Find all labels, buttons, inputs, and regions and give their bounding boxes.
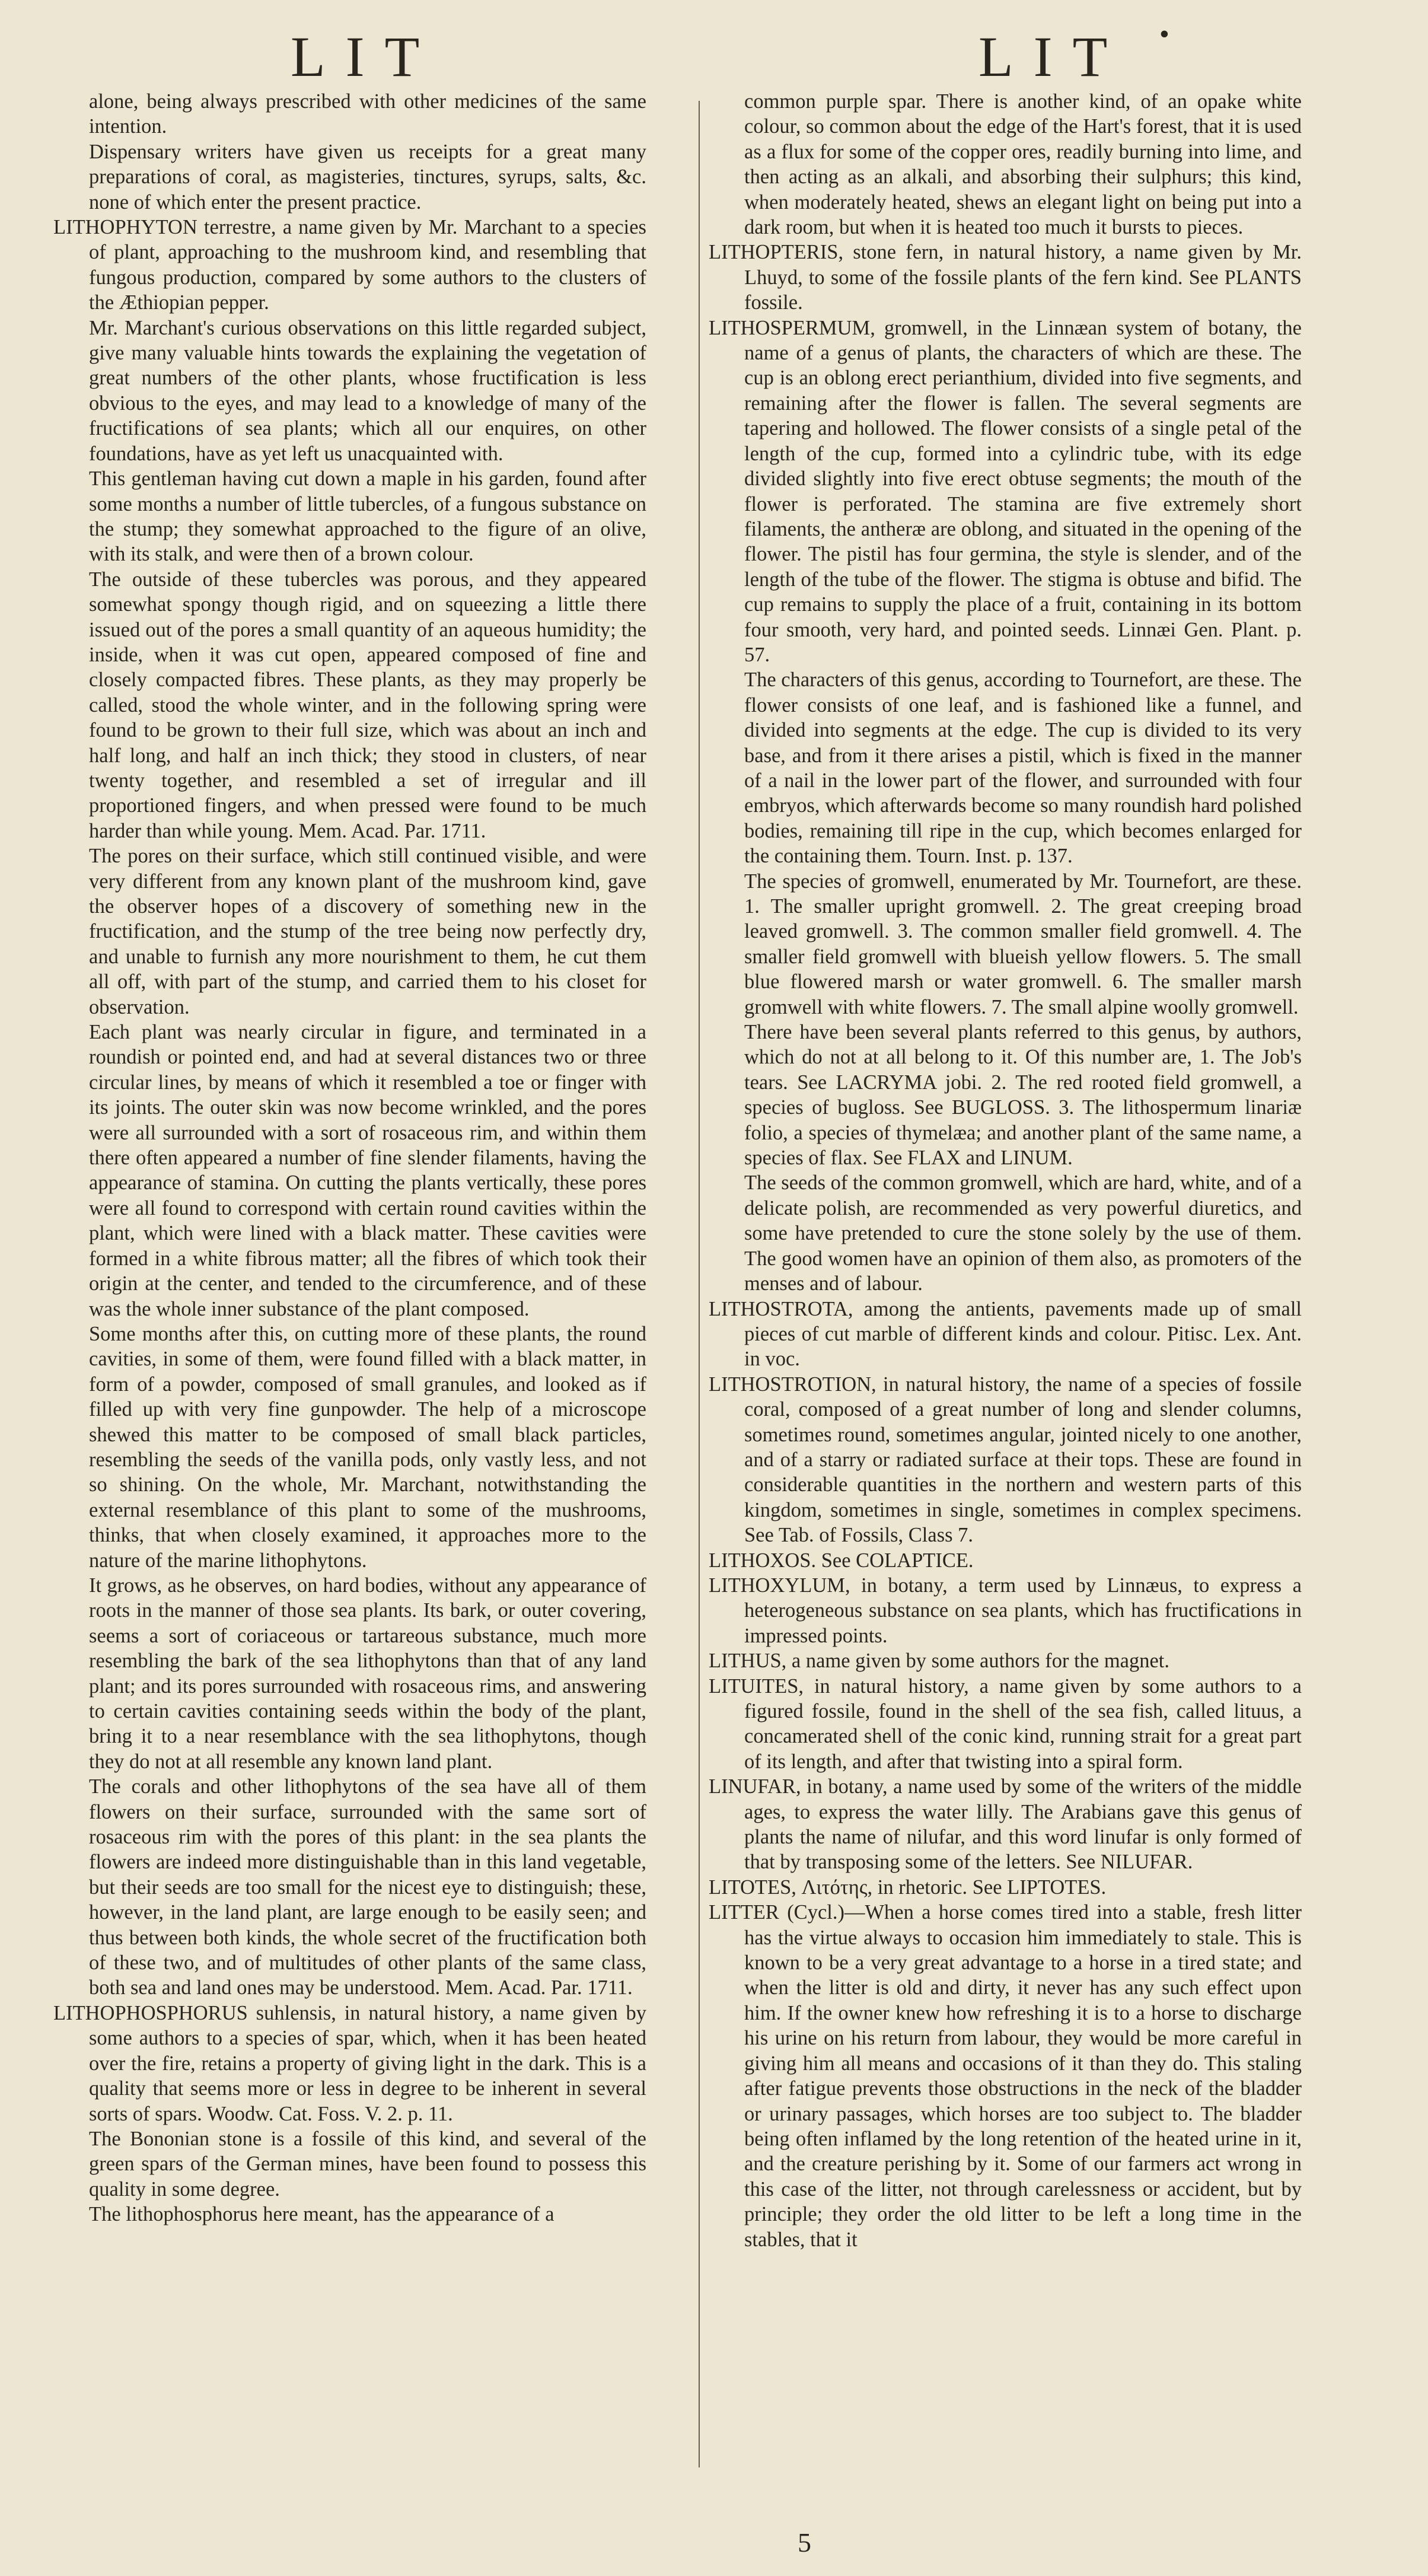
paragraph: Dispensary writers have given us receipts for a great many preparations of coral, as magisteries, tinctures, syrups, salts, &c. none of which enter the present practice. — [89, 140, 646, 214]
entry-litter: LITTER (Cycl.)—When a horse comes tired into a stable, fresh litter has the virtue always to occasion him immediately to stale. This is known to be a very great advantage to a horse in a tired state; and when the litter is old and dirty, it never has any such effect upon him. If the owner knew how refreshing it is to a horse to discharge his urine on his return from labour, they would be more careful in giving him all means and occasions of it than they do. This staling after fatigue prevents those obstructions in the neck of the bladder or urinary passages, which horses are too subject to. The bladder being often inflamed by the long retention of the heated urine in it, and the creature perishing by it. Some of our farmers act wrong in this case of the litter, not through carelessness or accident, but by principle; they order the old litter to be left a long time in the stables, that it — [709, 1901, 1302, 2251]
column-rule — [699, 101, 700, 2467]
entry-lithospermum: LITHOSPERMUM, gromwell, in the Linnæan system of botany, the name of a genus of plants, the characters of which are these. The cup is an oblong erect perianthium, divided into five segments, and remaining after the flower is fallen. The several segments are tapering and hollowed. The flower consists of a single petal of the length of the cup, formed into a cylindric tube, with its edge divided slightly into five erect obtuse segments; the mouth of the flower is perforated. The stamina are five extremely short filaments, the antheræ are oblong, and situated in the opening of the flower. The pistil has four germina, the style is slender, and of the length of the tube of the flower. The stigma is obtuse and bifid. The cup remains to supply the place of a fruit, containing in its bottom four smooth, very hard, and pointed seeds. Linnæi Gen. Plant. p. 57. — [709, 316, 1302, 666]
running-head-left: LIT — [291, 25, 440, 88]
paragraph: The seeds of the common gromwell, which are hard, white, and of a delicate polish, are recommended as very powerful diuretics, and some have pretended to cure the stone solely by the use of them. The good women have an opinion of them also, as promoters of the menses and of labour. — [744, 1171, 1302, 1295]
paragraph: The outside of these tubercles was porous, and they appeared somewhat spongy though rigid, and on squeezing a little there issued out of the pores a small quantity of an aqueous humidity; the inside, when it was cut open, appeared composed of fine and closely compacted fibres. These plants, as they may properly be called, stood the whole winter, and in the following spring were found to be grown to their full size, which was about an inch and half long, and half an inch thick; they stood in clusters, of near twenty together, and resembled a set of irregular and ill proportioned fingers, and when pressed were found to be much harder than while young. Mem. Acad. Par. 1711. — [89, 568, 646, 842]
paragraph: Each plant was nearly circular in figure, and terminated in a roundish or pointed end, and had at several distances two or three circular lines, by means of which it resembled a toe or finger with its joints. The outer skin was now become wrinkled, and the pores were all surrounded with a sort of rosaceous rim, and within them there often appeared a number of fine slender filaments, having the appearance of stamina. On cutting the plants vertically, these pores were all found to correspond with certain round cavities within the plant, which were lined with a black matter. These cavities were formed in a white fibrous matter; all the fibres of which took their origin at the center, and tended to the circumference, and of these was the whole inner substance of the plant composed. — [89, 1021, 646, 1320]
entry-lithopteris: LITHOPTERIS, stone fern, in natural history, a name given by Mr. Lhuyd, to some of the fossile plants of the fern kind. See PLANTS fossile. — [709, 241, 1302, 314]
page-number: 5 — [798, 2527, 811, 2558]
entry-lithus: LITHUS, a name given by some authors for the magnet. — [709, 1650, 1170, 1673]
running-head-right: LIT — [978, 25, 1128, 88]
entry-linufar: LINUFAR, in botany, a name used by some of the writers of the middle ages, to express the water lilly. The Arabians gave this genus of plants the name of nilufar, and this word linufar is only formed of that by transposing some of the letters. See NILUFAR. — [709, 1775, 1302, 1874]
entry-lithoxylum: LITHOXYLUM, in botany, a term used by Linnæus, to express a heterogeneous substance on sea plants, which has fructifications in impressed points. — [709, 1574, 1302, 1647]
paragraph: The corals and other lithophytons of the sea have all of them flowers on their surface, surrounded with the same sort of rosaceous rim with the pores of this plant: in the sea plants the flowers are indeed more distinguishable than in this land vegetable, but their seeds are too small for the nicest eye to distinguish; these, however, in the land plant, are large enough to be easily seen; and thus between both kinds, the whole secret of the fructification both of these two, and of multitudes of other plants of the same class, both sea and land ones may be understood. Mem. Acad. Par. 1711. — [89, 1775, 646, 1999]
paragraph: common purple spar. There is another kind, of an opake white colour, so common about the edge of the Hart's forest, that it is used as a flux for some of the copper ores, readily burning into lime, and then acting as an alkali, and absorbing their sulphurs; this kind, when moderately heated, shews an elegant light on being put into a dark room, but when it is heated too much it bursts to pieces. — [744, 90, 1302, 239]
paragraph: The characters of this genus, according to Tournefort, are these. The flower consists of one leaf, and is fashioned like a funnel, and divided into segments at the edge. The cup is divided to its very base, and from it there arises a pistil, which is fixed in the manner of a nail in the lower part of the flower, and surrounded with four embryos, which afterwards become so many roundish hard polished bodies, remaining till ripe in the cup, which becomes enlarged for the containing them. Tourn. Inst. p. 137. — [744, 668, 1302, 868]
paragraph: The Bononian stone is a fossile of this kind, and several of the green spars of the German mines, have been found to possess this quality in some degree. — [89, 2127, 646, 2201]
header-dot: • — [1159, 18, 1169, 50]
entry-litotes: LITOTES, Λιτότης, in rhetoric. See LIPTOTES. — [709, 1876, 1107, 1899]
left-column — [53, 89, 646, 2227]
entry-lithoxos: LITHOXOS. See COLAPTICE. — [709, 1549, 974, 1572]
entry-lithostrota: LITHOSTROTA, among the antients, pavements made up of small pieces of cut marble of different kinds and colour. Pitisc. Lex. Ant. in voc. — [709, 1297, 1302, 1371]
paragraph: The pores on their surface, which still continued visible, and were very different from any known plant of the mushroom kind, gave the observer hopes of a discovery of something new in the fructification, and the stump of the tree being now perfectly dry, and unable to furnish any more nourishment to them, he cut them all off, with part of the stump, and carried them to his closet for observation. — [89, 845, 646, 1018]
entry-lituites: LITUITES, in natural history, a name given by some authors to a figured fossile, found in the shell of the sea fish, called lituus, a concamerated shell of the conic kind, running strait for a great part of its length, and after that twisting into a spiral form. — [709, 1674, 1302, 1773]
paragraph: Some months after this, on cutting more of these plants, the round cavities, in some of them, were found filled with a black matter, in form of a powder, composed of small granules, and looked as if filled up with very fine gunpowder. The help of a microscope shewed this matter to be composed of small black particles, resembling the seeds of the vanilla pods, only vastly less, and not so shining. On the whole, Mr. Marchant, notwithstanding the external resemblance of this plant to some of the mushrooms, thinks, that when closely examined, it approaches more to the nature of the marine lithophytons. — [89, 1322, 646, 1572]
paragraph: There have been several plants referred to this genus, by authors, which do not at all belong to it. Of this number are, 1. The Job's tears. See LACRYMA jobi. 2. The red rooted field gromwell, a species of bugloss. See BUGLOSS. 3. The lithospermum linariæ folio, a species of thymelæa; and another plant of the same name, a species of flax. See FLAX and LINUM. — [744, 1021, 1302, 1170]
paragraph: alone, being always prescribed with other medicines of the same intention. — [89, 90, 646, 138]
paragraph: It grows, as he observes, on hard bodies, without any appearance of roots in the manner of those sea plants. Its bark, or outer covering, seems a sort of coriaceous or tartareous substance, much more resembling the bark of the sea lithophytons than that of any land plant; and its pores surrounded with rosaceous rims, and answering to certain cavities containing seeds within the body of the plant, bring it to a near resemblance with the sea lithophytons, though they do not at all resemble any known land plant. — [89, 1574, 646, 1773]
paragraph: This gentleman having cut down a maple in his garden, found after some months a number of little tubercles, of a fungous substance on the stump; they somewhat approached to the figure of an olive, with its stalk, and were then of a brown colour. — [89, 467, 646, 566]
entry-lithostrotion: LITHOSTROTION, in natural history, the name of a species of fossile coral, composed of a great number of long and slender columns, sometimes round, sometimes angular, jointed nicely to one another, and of a starry or radiated surface at their tops. These are found in considerable quantities in the northern and western parts of this kingdom, sometimes in single, sometimes in complex specimens. See Tab. of Fossils, Class 7. — [709, 1373, 1302, 1547]
entry-lithophyton: LITHOPHYTON terrestre, a name given by Mr. Marchant to a species of plant, approaching to the mushroom kind, and resembling that fungous production, compared by some authors to the clusters of the Æthiopian pepper. — [53, 216, 646, 314]
paragraph: The lithophosphorus here meant, has the appearance of a — [89, 2203, 554, 2226]
paragraph: The species of gromwell, enumerated by Mr. Tournefort, are these. 1. The smaller upright gromwell. 2. The great creeping broad leaved gromwell. 3. The common smaller field gromwell. 4. The smaller field gromwell with blueish yellow flowers. 5. The small blue flowered marsh or water gromwell. 6. The smaller marsh gromwell with white flowers. 7. The small alpine woolly gromwell. — [744, 870, 1302, 1018]
paragraph: Mr. Marchant's curious observations on this little regarded subject, give many valuable hints towards the explaining the vegetation of great numbers of the other plants, whose fructification is less obvious to the eyes, and may lead to a knowledge of many of the fructifications of sea plants; which all our enquires, on other foundations, have as yet left us unacquainted with. — [89, 316, 646, 465]
entry-lithophosphorus: LITHOPHOSPHORUS suhlensis, in natural history, a name given by some authors to a species of spar, which, when it has been heated over the fire, retains a property of giving light in the dark. This is a quality that seems more or less in degree to be inherent in several sorts of spars. Woodw. Cat. Foss. V. 2. p. 11. — [53, 2001, 646, 2125]
right-column — [709, 89, 1302, 2252]
